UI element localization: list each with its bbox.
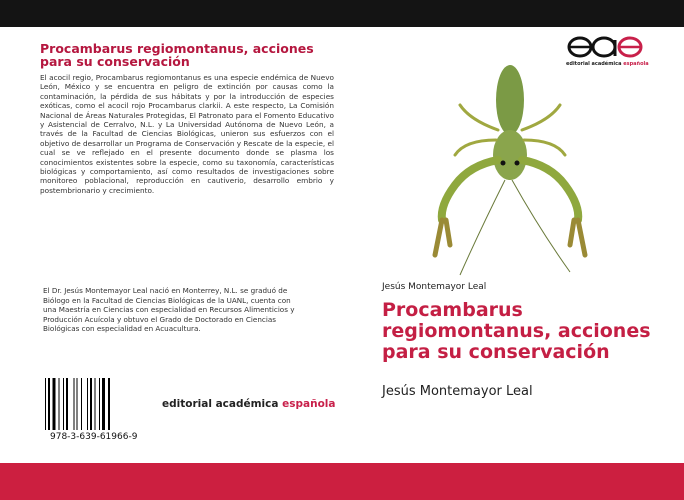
barcode-bar [59, 378, 60, 430]
barcode [45, 378, 113, 430]
publisher-accent: española [282, 398, 336, 410]
bottom-bar [0, 463, 684, 500]
front-author-small: Jesús Montemayor Leal [382, 282, 487, 292]
barcode-bar [53, 378, 56, 430]
back-cover-blurb: El acocil regio, Procambarus regiomontanus es una especie endémica de Nuevo León, México y se encuentra en peligro de extinción por causas como la contaminación, la pérdida de sus hábitats y por la introducción de especies exóticas, como el acocil rojo Procambarus clarkii. A este respecto, La Comisión Nacional de Áreas Naturales Protegidas, El Patronato para el Fomento Educativo y Asistencial de Cerralvo, N.L. y La Universidad Autónoma de Nuevo León, a través de la Facultad de Ciencias Biológicas, unieron sus esfuerzos con el objetivo de desarrollar un Programa de Conservación y Rescate de la especie, el cual se ve reflejado en el presente documento donde se plasma los conocimientos existentes sobre la especie, como su taxonomía, características biológicas y comportamiento, así como resultados de investigaciones sobre monitoreo poblacional, reproducción en cautiverio, desarrollo embrio y postembrionario y crecimiento. [40, 73, 334, 195]
barcode-bar [81, 378, 82, 430]
barcode-bar [77, 378, 78, 430]
barcode-bar [48, 378, 50, 430]
logo-caption-accent: española [623, 61, 649, 67]
barcode-bar [99, 378, 100, 430]
front-author: Jesús Montemayor Leal [382, 384, 533, 399]
barcode-bar [108, 378, 110, 430]
barcode-bar [102, 378, 105, 430]
isbn: 978-3-639-61966-9 [50, 432, 138, 442]
barcode-bar [45, 378, 46, 430]
barcode-bar [95, 378, 96, 430]
barcode-bar [66, 378, 68, 430]
barcode-bar [87, 378, 88, 430]
logo-caption-main: editorial académica [566, 61, 622, 67]
author-bio: El Dr. Jesús Montemayor Leal nació en Monterrey, N.L. se graduó de Biólogo en la Facultad de Ciencias Biológicas de la UANL, cuenta con una Maestría en Ciencias con especialidad en Recursos Alimenticios y Producción Acuícola y obtuvo el Grado de Doctorado en Ciencias Biológicas con especialidad en Acuacultura. [43, 286, 295, 334]
back-cover-title: Procambarus regiomontanus, acciones para su conservación [40, 41, 314, 69]
barcode-bar [74, 378, 75, 430]
publisher-name [162, 398, 336, 410]
barcode-bar [90, 378, 92, 430]
crayfish-image [420, 60, 600, 280]
publisher-main: editorial académica [162, 398, 279, 410]
barcode-bar [63, 378, 64, 430]
front-cover-title: Procambarus regiomontanus, acciones para su conservación [382, 299, 651, 363]
top-bar [0, 0, 684, 27]
